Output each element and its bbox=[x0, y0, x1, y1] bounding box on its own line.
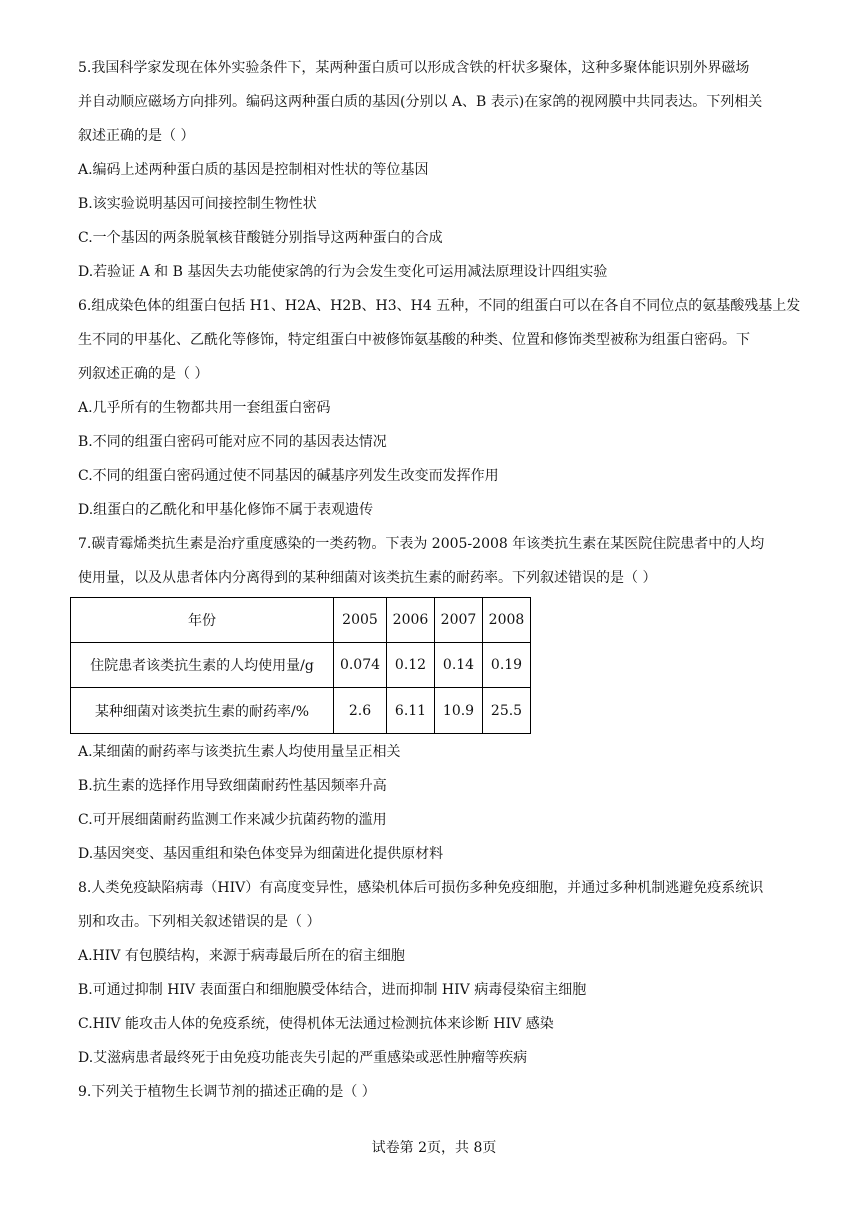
table-cell: 0.14 bbox=[435, 643, 483, 688]
table-row bbox=[71, 688, 531, 734]
q5-stem-line-2: 并自动顺应磁场方向排列。编码这两种蛋白质的基因(分别以 A、B 表示)在家鸽的视网膜中共同表达。下列相关 bbox=[78, 94, 763, 110]
q5-stem-line-1: 5.我国科学家发现在体外实验条件下，某两种蛋白质可以形成含铁的杆状多聚体，这种多聚体能识别外界磁场 bbox=[78, 60, 750, 76]
table-cell: 0.074 bbox=[334, 643, 387, 688]
q5-option-b: B.该实验说明基因可间接控制生物性状 bbox=[78, 196, 317, 212]
table-cell: 25.5 bbox=[483, 688, 531, 734]
q7-option-b: B.抗生素的选择作用导致细菌耐药性基因频率升高 bbox=[78, 778, 387, 794]
q6-stem-line-3: 列叙述正确的是（ ） bbox=[78, 366, 209, 382]
q7-stem-line-1: 7.碳青霉烯类抗生素是治疗重度感染的一类药物。下表为 2005-2008 年该类抗生素在某医院住院患者中的人均 bbox=[78, 536, 765, 552]
table-cell: 0.19 bbox=[483, 643, 531, 688]
q6-stem-line-1: 6.组成染色体的组蛋白包括 H1、H2A、H2B、H3、H4 五种，不同的组蛋白可以在各自不同位点的氨基酸残基上发 bbox=[78, 298, 801, 314]
q8-option-b: B.可通过抑制 HIV 表面蛋白和细胞膜受体结合，进而抑制 HIV 病毒侵染宿主细胞 bbox=[78, 982, 587, 998]
q6-option-a: A.几乎所有的生物都共用一套组蛋白密码 bbox=[78, 400, 331, 416]
q7-option-d: D.基因突变、基因重组和染色体变异为细菌进化提供原材料 bbox=[78, 846, 444, 862]
q5-option-a: A.编码上述两种蛋白质的基因是控制相对性状的等位基因 bbox=[78, 162, 429, 178]
q8-option-a: A.HIV 有包膜结构，来源于病毒最后所在的宿主细胞 bbox=[78, 948, 405, 964]
q5-option-d: D.若验证 A 和 B 基因失去功能使家鸽的行为会发生变化可运用减法原理设计四组实验 bbox=[78, 264, 608, 280]
table-header-cell: 2006 bbox=[387, 598, 435, 643]
q6-option-b: B.不同的组蛋白密码可能对应不同的基因表达情况 bbox=[78, 434, 387, 450]
table-cell: 住院患者该类抗生素的人均使用量/g bbox=[71, 643, 334, 688]
table-header-cell: 2007 bbox=[435, 598, 483, 643]
table-cell: 2.6 bbox=[334, 688, 387, 734]
q8-option-d: D.艾滋病患者最终死于由免疫功能丧失引起的严重感染或恶性肿瘤等疾病 bbox=[78, 1050, 528, 1066]
q6-option-d: D.组蛋白的乙酰化和甲基化修饰不属于表观遗传 bbox=[78, 502, 374, 518]
q8-stem-line-2: 别和攻击。下列相关叙述错误的是（ ） bbox=[78, 914, 321, 930]
q7-stem-line-2: 使用量，以及从患者体内分离得到的某种细菌对该类抗生素的耐药率。下列叙述错误的是（ ） bbox=[78, 570, 657, 586]
q7-option-a: A.某细菌的耐药率与该类抗生素人均使用量呈正相关 bbox=[78, 744, 401, 760]
table-header-cell: 2005 bbox=[334, 598, 387, 643]
table-header-cell: 2008 bbox=[483, 598, 531, 643]
q8-option-c: C.HIV 能攻击人体的免疫系统，使得机体无法通过检测抗体来诊断 HIV 感染 bbox=[78, 1016, 554, 1032]
page-footer: 试卷第 2页，共 8页 bbox=[371, 1140, 497, 1156]
table-cell: 6.11 bbox=[387, 688, 435, 734]
q9-stem-line-1: 9.下列关于植物生长调节剂的描述正确的是（ ） bbox=[78, 1084, 376, 1100]
table-cell: 0.12 bbox=[387, 643, 435, 688]
table-header-cell: 年份 bbox=[71, 598, 334, 643]
q5-option-c: C.一个基因的两条脱氧核苷酸链分别指导这两种蛋白的合成 bbox=[78, 230, 443, 246]
table-header-row bbox=[71, 598, 531, 643]
table-cell: 某种细菌对该类抗生素的耐药率/% bbox=[71, 688, 334, 734]
q7-option-c: C.可开展细菌耐药监测工作来减少抗菌药物的滥用 bbox=[78, 812, 387, 828]
q6-stem-line-2: 生不同的甲基化、乙酰化等修饰，特定组蛋白中被修饰氨基酸的种类、位置和修饰类型被称为组蛋白密码。下 bbox=[78, 332, 750, 348]
table-cell: 10.9 bbox=[435, 688, 483, 734]
q5-stem-line-3: 叙述正确的是（ ） bbox=[78, 128, 195, 144]
q6-option-c: C.不同的组蛋白密码通过使不同基因的碱基序列发生改变而发挥作用 bbox=[78, 468, 499, 484]
q8-stem-line-1: 8.人类免疫缺陷病毒（HIV）有高度变异性，感染机体后可损伤多种免疫细胞，并通过多种机制逃避免疫系统识 bbox=[78, 880, 764, 896]
antibiotic-data-table bbox=[70, 597, 531, 734]
table-row bbox=[71, 643, 531, 688]
